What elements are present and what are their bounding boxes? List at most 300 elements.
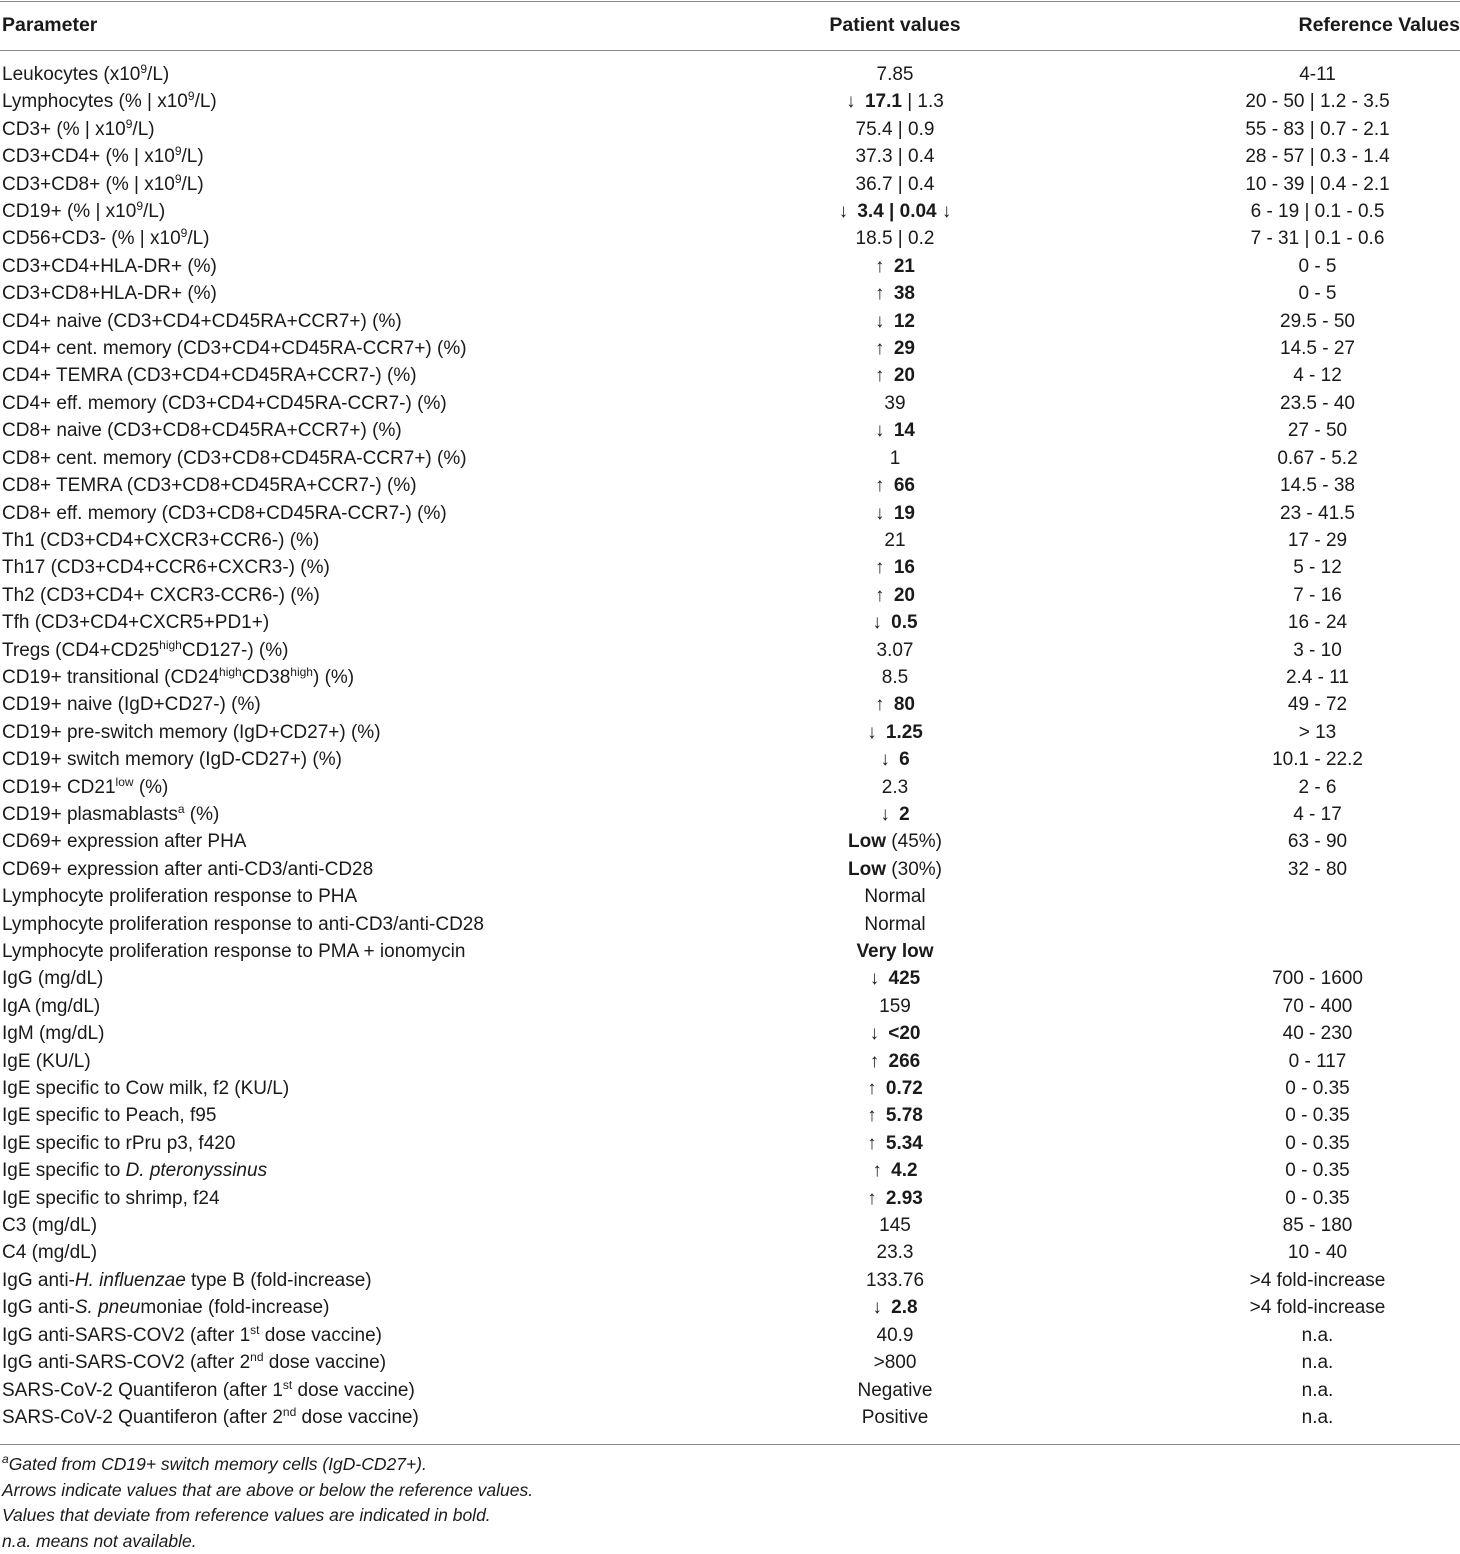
patient-value-cell <box>760 582 1030 609</box>
parameter-superscript: 9 <box>126 117 133 131</box>
reference-value-cell <box>1030 719 1460 746</box>
parameter-cell <box>0 527 760 554</box>
patient-value: 0.5 <box>891 612 917 633</box>
parameter-text: SARS-CoV-2 Quantiferon (after 1 <box>2 1380 283 1401</box>
patient-value: <20 <box>888 1023 920 1044</box>
patient-value: >800 <box>874 1352 917 1373</box>
parameter-text: CD19+ switch memory (IgD-CD27+) (%) <box>2 749 342 770</box>
parameter-text: CD3+ (% | x10 <box>2 119 126 140</box>
parameter-text: Leukocytes (x10 <box>2 64 140 85</box>
parameter-superscript: st <box>283 1378 292 1392</box>
parameter-cell <box>0 280 760 307</box>
table-row <box>0 362 1460 389</box>
patient-value: 2.8 <box>891 1297 917 1318</box>
table-row <box>0 1322 1460 1349</box>
parameter-text: CD19+ CD21 <box>2 777 116 798</box>
parameter-text: Th2 (CD3+CD4+ CXCR3-CCR6-) (%) <box>2 585 320 606</box>
table-row <box>0 225 1460 252</box>
patient-value: 266 <box>889 1051 921 1072</box>
reference-value-cell <box>1030 51 1460 88</box>
patient-value-cell <box>760 938 1030 965</box>
parameter-text: CD4+ eff. memory (CD3+CD4+CD45RA-CCR7-) (%) <box>2 393 447 414</box>
parameter-text: IgA (mg/dL) <box>2 996 100 1017</box>
parameter-cell <box>0 1404 760 1431</box>
reference-value-cell <box>1030 1322 1460 1349</box>
table-row <box>0 965 1460 992</box>
parameter-cell <box>0 664 760 691</box>
reference-value: 7 - 31 | 0.1 - 0.6 <box>1175 225 1460 252</box>
table-row <box>0 198 1460 225</box>
parameter-cell <box>0 390 760 417</box>
reference-value-cell <box>1030 362 1460 389</box>
reference-value-cell <box>1030 1404 1460 1431</box>
parameter-text: CD4+ TEMRA (CD3+CD4+CD45RA+CCR7-) (%) <box>2 365 417 386</box>
patient-value: 38 <box>894 283 915 304</box>
reference-value: 4 - 17 <box>1175 801 1460 828</box>
patient-value: Positive <box>862 1407 929 1428</box>
reference-value: 0 - 5 <box>1175 280 1460 307</box>
patient-value: 37.3 | 0.4 <box>856 146 935 167</box>
parameter-cell <box>0 993 760 1020</box>
parameter-text: CD69+ expression after anti-CD3/anti-CD28 <box>2 859 373 880</box>
reference-value-cell <box>1030 143 1460 170</box>
patient-value-cell <box>760 1075 1030 1102</box>
parameter-text: CD19+ plasmablasts <box>2 804 178 825</box>
reference-value-cell <box>1030 691 1460 718</box>
parameter-text: IgG anti-SARS-COV2 (after 2 <box>2 1352 250 1373</box>
patient-value-cell <box>760 308 1030 335</box>
parameter-text: CD19+ transitional (CD24 <box>2 667 219 688</box>
table-row <box>0 1239 1460 1266</box>
parameter-cell <box>0 1239 760 1266</box>
table-row <box>0 883 1460 910</box>
deviation-arrow: ↓ <box>870 968 885 989</box>
patient-value: 4.2 <box>891 1160 917 1181</box>
table-row <box>0 1377 1460 1404</box>
reference-value-cell <box>1030 965 1460 992</box>
patient-value: Low <box>848 831 886 852</box>
table-row <box>0 774 1460 801</box>
parameter-italic: H. influenzae <box>75 1270 186 1291</box>
patient-value: 1.25 <box>886 722 923 743</box>
parameter-text: dose vaccine) <box>292 1380 415 1401</box>
parameter-cell <box>0 417 760 444</box>
reference-value-cell <box>1030 1102 1460 1129</box>
footnote-a-mark: a <box>2 1452 9 1466</box>
parameter-text: Lymphocyte proliferation response to PMA + ionomycin <box>2 941 465 962</box>
parameter-cell <box>0 171 760 198</box>
parameter-cell <box>0 472 760 499</box>
header-patient-values: Patient values <box>760 0 1030 51</box>
reference-value-cell <box>1030 801 1460 828</box>
parameter-cell <box>0 609 760 636</box>
table-row <box>0 472 1460 499</box>
table-row <box>0 527 1460 554</box>
deviation-arrow: ↑ <box>875 365 890 386</box>
parameter-text: CD8+ cent. memory (CD3+CD8+CD45RA-CCR7+) (%) <box>2 448 467 469</box>
parameter-cell <box>0 1185 760 1212</box>
parameter-text: /L) <box>195 91 217 112</box>
reference-value: 4 - 12 <box>1175 362 1460 389</box>
parameter-cell <box>0 88 760 115</box>
patient-value: Low <box>848 859 886 880</box>
reference-value-cell <box>1030 911 1460 938</box>
parameter-cell <box>0 51 760 88</box>
parameter-cell <box>0 856 760 883</box>
reference-value-cell <box>1030 1020 1460 1047</box>
reference-value: 85 - 180 <box>1175 1212 1460 1239</box>
patient-value: 3.07 <box>877 640 914 661</box>
parameter-text: CD3+CD8+ (% | x10 <box>2 174 175 195</box>
patient-value: 16 <box>894 557 915 578</box>
parameter-text: C4 (mg/dL) <box>2 1242 97 1263</box>
patient-value-cell <box>760 1212 1030 1239</box>
reference-value: 5 - 12 <box>1175 554 1460 581</box>
reference-value-cell <box>1030 774 1460 801</box>
reference-value: 2.4 - 11 <box>1175 664 1460 691</box>
patient-value: ↓ <box>937 201 952 222</box>
table-row <box>0 691 1460 718</box>
parameter-cell <box>0 308 760 335</box>
patient-value-cell <box>760 51 1030 88</box>
patient-value: 75.4 | 0.9 <box>856 119 935 140</box>
table-row <box>0 171 1460 198</box>
patient-value-cell <box>760 637 1030 664</box>
patient-value: 80 <box>894 694 915 715</box>
parameter-cell <box>0 911 760 938</box>
table-row <box>0 143 1460 170</box>
patient-value: 1 <box>890 448 901 469</box>
parameter-superscript: a <box>178 802 185 816</box>
reference-value: 10.1 - 22.2 <box>1175 746 1460 773</box>
patient-value: 159 <box>879 996 911 1017</box>
parameter-text: CD127-) (%) <box>182 640 289 661</box>
table-row <box>0 1212 1460 1239</box>
footnote-a <box>2 1452 1442 1478</box>
parameter-cell <box>0 1020 760 1047</box>
patient-value-cell <box>760 1404 1030 1431</box>
patient-value: 36.7 | 0.4 <box>856 174 935 195</box>
deviation-arrow: ↑ <box>875 557 890 578</box>
parameter-text: ) (%) <box>313 667 354 688</box>
table-row <box>0 88 1460 115</box>
reference-value-cell <box>1030 198 1460 225</box>
parameter-cell <box>0 143 760 170</box>
deviation-arrow: ↓ <box>880 804 895 825</box>
deviation-arrow: ↓ <box>875 311 890 332</box>
patient-value: 0.72 <box>886 1078 923 1099</box>
reference-value-cell <box>1030 609 1460 636</box>
reference-value-cell <box>1030 500 1460 527</box>
parameter-text: IgE specific to Peach, f95 <box>2 1105 216 1126</box>
parameter-cell <box>0 801 760 828</box>
reference-value: 14.5 - 38 <box>1175 472 1460 499</box>
reference-value-cell <box>1030 746 1460 773</box>
parameter-superscript: high <box>219 665 242 679</box>
patient-value-cell <box>760 362 1030 389</box>
patient-value-cell <box>760 993 1030 1020</box>
reference-value-cell <box>1030 1185 1460 1212</box>
parameter-text: CD8+ TEMRA (CD3+CD8+CD45RA+CCR7-) (%) <box>2 475 417 496</box>
parameter-text: (%) <box>185 804 220 825</box>
patient-value: 40.9 <box>877 1325 914 1346</box>
reference-value: 28 - 57 | 0.3 - 1.4 <box>1175 143 1460 170</box>
table-row <box>0 1075 1460 1102</box>
reference-value: >4 fold-increase <box>1175 1294 1460 1321</box>
deviation-arrow: ↓ <box>880 749 895 770</box>
parameter-text: (%) <box>134 777 169 798</box>
reference-value-cell <box>1030 171 1460 198</box>
patient-value: 425 <box>889 968 921 989</box>
patient-value: 17.1 <box>865 91 902 112</box>
parameter-text: IgE specific to Cow milk, f2 (KU/L) <box>2 1078 289 1099</box>
reference-value: 0 - 5 <box>1175 253 1460 280</box>
patient-value: Negative <box>858 1380 933 1401</box>
reference-value: 14.5 - 27 <box>1175 335 1460 362</box>
reference-value-cell <box>1030 664 1460 691</box>
patient-value: 7.85 <box>877 64 914 85</box>
parameter-superscript: 9 <box>188 89 195 103</box>
reference-value-cell <box>1030 1048 1460 1075</box>
footnotes <box>2 1452 1442 1554</box>
reference-value: 3 - 10 <box>1175 637 1460 664</box>
patient-value-cell <box>760 390 1030 417</box>
header-reference-values: Reference Values <box>1030 0 1460 51</box>
reference-value: n.a. <box>1175 1404 1460 1431</box>
patient-value-cell <box>760 746 1030 773</box>
parameter-text: CD8+ naive (CD3+CD8+CD45RA+CCR7+) (%) <box>2 420 402 441</box>
parameter-text: IgM (mg/dL) <box>2 1023 104 1044</box>
patient-value-cell <box>760 883 1030 910</box>
patient-value-cell <box>760 719 1030 746</box>
patient-value-cell <box>760 1048 1030 1075</box>
reference-value-cell <box>1030 1377 1460 1404</box>
deviation-arrow: ↓ <box>869 1023 884 1044</box>
deviation-arrow: ↑ <box>867 1078 882 1099</box>
deviation-arrow: ↓ <box>872 1297 887 1318</box>
table-row <box>0 609 1460 636</box>
parameter-cell <box>0 225 760 252</box>
parameter-cell <box>0 1267 760 1294</box>
parameter-superscript: high <box>159 638 182 652</box>
parameter-cell <box>0 445 760 472</box>
header-row <box>0 0 1460 51</box>
table-row <box>0 664 1460 691</box>
deviation-arrow: ↑ <box>867 1188 882 1209</box>
patient-value: 39 <box>884 393 905 414</box>
patient-value-cell <box>760 143 1030 170</box>
reference-value-cell <box>1030 88 1460 115</box>
patient-value-cell <box>760 1130 1030 1157</box>
parameter-superscript: low <box>116 775 134 789</box>
table-row <box>0 1404 1460 1431</box>
deviation-arrow: ↓ <box>867 722 882 743</box>
reference-value-cell <box>1030 582 1460 609</box>
parameter-cell <box>0 116 760 143</box>
patient-value-cell <box>760 1157 1030 1184</box>
deviation-arrow: ↑ <box>872 1160 887 1181</box>
parameter-cell <box>0 637 760 664</box>
patient-value: 20 <box>894 365 915 386</box>
patient-value-cell <box>760 116 1030 143</box>
parameter-cell <box>0 1322 760 1349</box>
parameter-text: /L) <box>182 146 204 167</box>
reference-value: 10 - 40 <box>1175 1239 1460 1266</box>
reference-value: 29.5 - 50 <box>1175 308 1460 335</box>
parameter-superscript: nd <box>250 1350 263 1364</box>
parameter-cell <box>0 335 760 362</box>
reference-value: 55 - 83 | 0.7 - 2.1 <box>1175 116 1460 143</box>
reference-value: 0 - 0.35 <box>1175 1102 1460 1129</box>
patient-value-cell <box>760 1322 1030 1349</box>
parameter-text: Lymphocyte proliferation response to PHA <box>2 886 357 907</box>
parameter-text: CD4+ cent. memory (CD3+CD4+CD45RA-CCR7+) (%) <box>2 338 467 359</box>
parameter-text: type B (fold-increase) <box>186 1270 372 1291</box>
patient-value: (45%) <box>886 831 942 852</box>
reference-value: 63 - 90 <box>1175 828 1460 855</box>
patient-value: 145 <box>879 1215 911 1236</box>
parameter-cell <box>0 883 760 910</box>
table-row <box>0 746 1460 773</box>
parameter-cell <box>0 582 760 609</box>
parameter-cell <box>0 1075 760 1102</box>
deviation-arrow: ↑ <box>875 585 890 606</box>
table-row <box>0 1130 1460 1157</box>
patient-value: Very low <box>856 941 933 962</box>
reference-value-cell <box>1030 856 1460 883</box>
parameter-text: moniae (fold-increase) <box>140 1297 329 1318</box>
table-row <box>0 911 1460 938</box>
deviation-arrow: ↑ <box>875 475 890 496</box>
deviation-arrow: ↑ <box>875 694 890 715</box>
parameter-cell <box>0 691 760 718</box>
header-parameter: Parameter <box>0 0 760 51</box>
table-row <box>0 1020 1460 1047</box>
patient-value-cell <box>760 88 1030 115</box>
reference-value: 700 - 1600 <box>1175 965 1460 992</box>
reference-value-cell <box>1030 1212 1460 1239</box>
patient-value: 2.93 <box>886 1188 923 1209</box>
deviation-arrow: ↑ <box>875 283 890 304</box>
reference-value: 23 - 41.5 <box>1175 500 1460 527</box>
reference-value-cell <box>1030 253 1460 280</box>
patient-value: 21 <box>884 530 905 551</box>
deviation-arrow: ↓ <box>875 420 890 441</box>
reference-value: > 13 <box>1175 719 1460 746</box>
patient-value-cell <box>760 801 1030 828</box>
reference-value-cell <box>1030 637 1460 664</box>
deviation-arrow: ↓ <box>872 612 887 633</box>
table-row <box>0 445 1460 472</box>
reference-value: 0 - 0.35 <box>1175 1130 1460 1157</box>
patient-value: 2.3 <box>882 777 908 798</box>
parameter-text: C3 (mg/dL) <box>2 1215 97 1236</box>
table-row <box>0 637 1460 664</box>
reference-value-cell <box>1030 1075 1460 1102</box>
reference-value: 70 - 400 <box>1175 993 1460 1020</box>
parameter-text: Lymphocytes (% | x10 <box>2 91 188 112</box>
patient-value-cell <box>760 1102 1030 1129</box>
deviation-arrow: ↓ <box>846 91 861 112</box>
patient-value: 18.5 | 0.2 <box>856 228 935 249</box>
parameter-italic: D. pteronyssinus <box>126 1160 268 1181</box>
parameter-text: IgG anti- <box>2 1270 75 1291</box>
patient-value-cell <box>760 664 1030 691</box>
parameter-text: CD19+ naive (IgD+CD27-) (%) <box>2 694 261 715</box>
parameter-text: IgE specific to <box>2 1160 126 1181</box>
parameter-text: Lymphocyte proliferation response to anti-CD3/anti-CD28 <box>2 914 484 935</box>
reference-value-cell <box>1030 993 1460 1020</box>
parameter-text: CD38 <box>242 667 291 688</box>
patient-value-cell <box>760 774 1030 801</box>
reference-value-cell <box>1030 1349 1460 1376</box>
reference-value: 49 - 72 <box>1175 691 1460 718</box>
patient-value-cell <box>760 1267 1030 1294</box>
parameter-text: CD4+ naive (CD3+CD4+CD45RA+CCR7+) (%) <box>2 311 402 332</box>
table-row <box>0 335 1460 362</box>
patient-value-cell <box>760 965 1030 992</box>
deviation-arrow: ↑ <box>875 256 890 277</box>
patient-value: 29 <box>894 338 915 359</box>
patient-value-cell <box>760 527 1030 554</box>
reference-value: 16 - 24 <box>1175 609 1460 636</box>
table-row <box>0 719 1460 746</box>
patient-value-cell <box>760 500 1030 527</box>
parameter-superscript: 9 <box>181 226 188 240</box>
deviation-arrow: ↓ <box>875 503 890 524</box>
reference-value-cell <box>1030 938 1460 965</box>
reference-value: >4 fold-increase <box>1175 1267 1460 1294</box>
patient-value-cell <box>760 280 1030 307</box>
parameter-cell <box>0 828 760 855</box>
table-row <box>0 280 1460 307</box>
parameter-text: CD56+CD3- (% | x10 <box>2 228 181 249</box>
parameter-cell <box>0 746 760 773</box>
parameter-superscript: 9 <box>136 199 143 213</box>
table-row <box>0 116 1460 143</box>
reference-value: 0 - 0.35 <box>1175 1185 1460 1212</box>
parameter-text: /L) <box>187 228 209 249</box>
table-row <box>0 1102 1460 1129</box>
patient-value: 21 <box>894 256 915 277</box>
parameter-text: IgG anti-SARS-COV2 (after 1 <box>2 1325 250 1346</box>
parameter-text: /L) <box>182 174 204 195</box>
parameter-cell <box>0 1157 760 1184</box>
patient-value-cell <box>760 1349 1030 1376</box>
table-row <box>0 51 1460 88</box>
reference-value-cell <box>1030 1157 1460 1184</box>
parameter-italic: S. pneu <box>75 1297 141 1318</box>
patient-value-cell <box>760 554 1030 581</box>
table-row <box>0 582 1460 609</box>
parameter-cell <box>0 719 760 746</box>
reference-value: 0 - 0.35 <box>1175 1157 1460 1184</box>
parameter-cell <box>0 253 760 280</box>
patient-value-cell <box>760 1294 1030 1321</box>
reference-value-cell <box>1030 527 1460 554</box>
parameter-text: CD19+ (% | x10 <box>2 201 136 222</box>
reference-value: 27 - 50 <box>1175 417 1460 444</box>
table-row <box>0 308 1460 335</box>
parameter-text: Th1 (CD3+CD4+CXCR3+CCR6-) (%) <box>2 530 319 551</box>
footnote-a-text: Gated from CD19+ switch memory cells (IgD-CD27+). <box>9 1454 427 1474</box>
patient-value-cell <box>760 198 1030 225</box>
table-row <box>0 390 1460 417</box>
parameter-text: IgE specific to shrimp, f24 <box>2 1188 220 1209</box>
reference-value: n.a. <box>1175 1322 1460 1349</box>
reference-value-cell <box>1030 883 1460 910</box>
table-row <box>0 938 1460 965</box>
